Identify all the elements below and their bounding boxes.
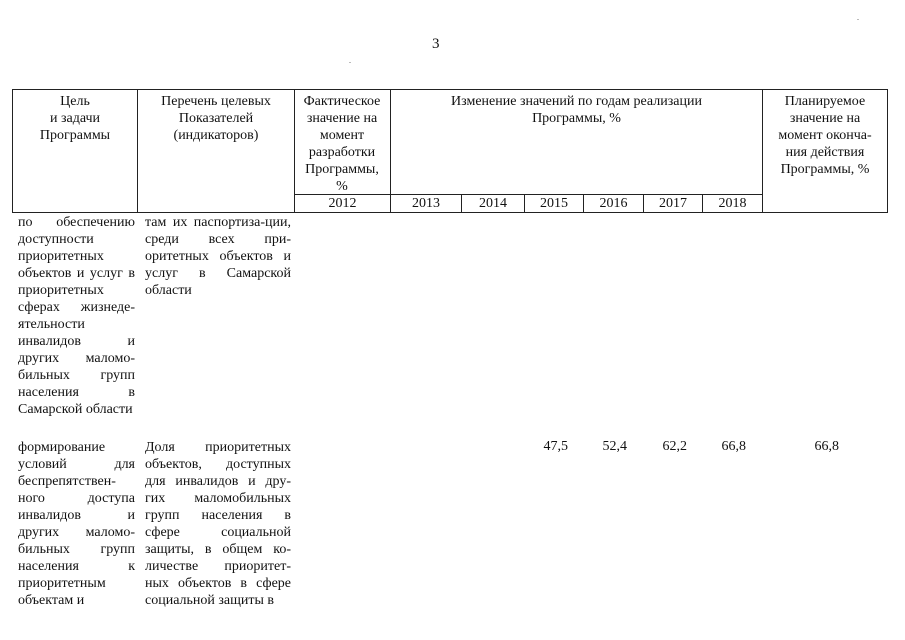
table-right-border — [887, 89, 888, 213]
year-2016: 2016 — [599, 196, 628, 211]
row2-planned-value: 66,8 — [814, 439, 839, 454]
year-2014: 2014 — [479, 196, 507, 211]
header-yearly-change: Изменение значений по годам реализации Программы, % — [451, 94, 702, 126]
year-2017: 2017 — [659, 196, 687, 211]
page-number: 3 — [432, 36, 440, 52]
scan-speck — [349, 62, 351, 63]
year-2013: 2013 — [412, 196, 440, 211]
row1-indicator: там их паспортиза-ции, среди всех при-оритетных объектов и услуг в Самарской области — [145, 215, 291, 298]
table-header-bottom-border — [12, 212, 888, 213]
table-top-border — [12, 89, 888, 90]
row2-value-2017: 62,2 — [662, 439, 687, 454]
row1-goal: по обеспечению доступности приоритетных объектов и услуг в приоритетных сферах жизнеде-ятельности инвалидов и других маломо-бильных групп населения в Самарской области — [18, 215, 135, 417]
row2-indicator: Доля приоритетных объектов, доступных для инвалидов и дру-гих маломобильных групп населения в сфере социальной защиты, в общем ко-личестве приоритет-ных объектов в сфере социальной защиты в — [145, 440, 291, 608]
year-2018: 2018 — [718, 196, 747, 211]
row2-goal: формирование условий для беспрепятствен-ного доступа инвалидов и других маломо-бильных групп населения к приоритетным объектам и — [18, 440, 135, 608]
row2-value-2015: 47,5 — [543, 439, 568, 454]
scan-speck — [857, 19, 859, 20]
year-2012: 2012 — [328, 196, 357, 211]
header-planned-value: Планируемое значение на момент оконча- ния действия Программы, % — [778, 94, 872, 177]
header-indicators: Перечень целевых Показателей (индикаторов) — [161, 94, 271, 143]
row2-value-2016: 52,4 — [602, 439, 627, 454]
header-goal: Цель и задачи Программы — [39, 94, 111, 143]
header-actual-value: Фактическое значение на момент разработки Программы, % — [303, 94, 381, 194]
row2-value-2018: 66,8 — [721, 439, 746, 454]
year-2015: 2015 — [540, 196, 568, 211]
